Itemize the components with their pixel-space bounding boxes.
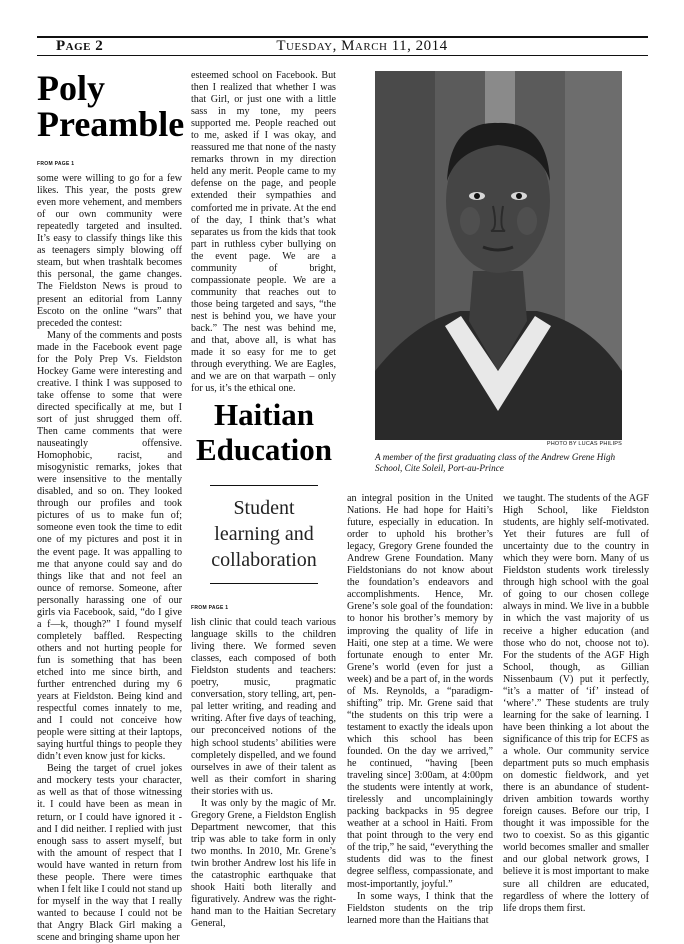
haitian-column-4 [503,493,649,928]
haitian-headline-line1: Haitian [214,397,314,432]
poly-paragraph: Being the target of cruel jokes and mockery tests your character, as well as that of those witnessing it. I could have been as mean in return, or I could have ignored it - and I did neither. I replied with just enough sass to assert myself, but with the amount of respect that I would have wanted in return from these people. There were times when I felt like I could not stand up for myself in the way that I really wanted to because I could not be that Angry Black Girl making a scene and bringing shame upon her [37,763,182,943]
poly-column-1 [37,158,182,943]
haitian-column-2 [191,602,336,928]
haitian-from-page-label: FROM PAGE 1 [191,605,229,611]
haitian-paragraph: lish clinic that could teach various language skills to the children living there. We formed seven classes, each composed of both Fieldston students and teachers: poetry, music, pragmatic conversation, story telling, art, pen-pal letter writing, and reading and writing. After five days of teaching, our preconceived notions of the high school students’ abilities were completely dispelled, and we found ourselves in awe of their talent as well as their comfort in sharing their stories with us. [191,617,336,797]
haitian-subhead [194,495,334,573]
poly-from-page-label: FROM PAGE 1 [37,161,75,167]
haitian-paragraph: we taught. The students of the AGF High School, like Fieldston students, are highly self-motivated. Yet their futures are full of uncertainty due to the country in which they were born. Many of us Fieldston students work tirelessly through high school with the goal of going to our chosen college always in mind. We live in a bubble in which the vast majority of us receive a higher education (and those who do not, choose not to). For the students of the AGF High School, though, as Gillian Nissenbaum (V) put it perfectly, “it’s a matter of ‘if’ instead of ‘where’.” These students are truly learning for the sake of learning. I have been thinking a lot about the significance of this trip for ECFS as a whole. Our community service department puts so much emphasis on domestic fieldwork, and yet there is an abundance of student-driven ambition towards worthy foreign causes. Before our trip, I thought it was impossible for the two to coexist. So as this gigantic world becomes smaller and smaller and our global network grows, I believe it is most important to make sure all children are educated, regardless of where the lottery of life drops them first. [503,493,649,914]
haitian-paragraph: In some ways, I think that the Fieldston students on the trip learned more than the Haitians that [347,890,493,926]
issue-date: Tuesday, March 11, 2014 [276,38,448,54]
subhead-line1: Student [233,497,295,519]
poly-headline-line1: Poly [37,68,105,108]
subhead-line2: learning and [214,523,314,545]
poly-column-2 [191,70,336,395]
page-number: Page 2 [56,38,104,54]
portrait-illustration [375,71,622,440]
haitian-headline-line2: Education [195,431,333,467]
portrait-photo [375,71,622,440]
haitian-paragraph: an integral position in the United Nations. He had hope for Haiti’s future, especially in education. In order to uphold his brother’s legacy, Gregory Grene founded the Andrew Grene Foundation. Many Fieldstonians do not know about the foundation’s endeavors and accomplishments. Hence, Mr. Grene’s sole goal of the foundation: to honor his brother’s memory by improving the quality of life in Haiti, one step at a time. We were fortunate enough to enter Mr. Grene’s world (even for just a week) and be a part of, in the words of Ms. Reynolds, a “paradigm-shifting” trip. Mr. Grene said that “the students on this trip were a testament to exactly the ideals upon which this school has been founded. On the day we arrived,” he continued, “having [been traveling since] 3:00am, at 4:00pm the students were intently at work, tirelessly and uncomplainingly packing backpacks in 95 degree weather at a school in Haiti. From that point through to the very end of the trip,” he said, “everything the students did was to the finest degree selfless, compassionate, and most-importantly, joyful.” [347,493,493,890]
subhead-top-rule [210,485,318,486]
poly-headline-line2: Preamble [37,104,185,144]
poly-headline [37,70,187,142]
haitian-headline [188,398,340,467]
subhead-line3: collaboration [211,549,317,571]
haitian-column-3 [347,493,493,928]
poly-paragraph: some were willing to go for a few likes. This year, the posts grew even more vehement, and members of our own community were repeatedly targeted and insulted. It’s easy to classify things like this as teenagers simply blowing off steam, but when trashtalk becomes this personal, the game changes. The Fieldston News is proud to present an editorial from Lanny Escoto on the online “wars” that preceded the contest: [37,173,182,329]
photo-caption: A member of the first graduating class of the Andrew Grene High School, Cite Soleil, Port-au-Prince [375,452,616,473]
subhead-bottom-rule [210,583,318,584]
haitian-paragraph: It was only by the magic of Mr. Gregory Grene, a Fieldston English Department newcomer, that this trip was able to take form in only two months. In 2010, Mr. Grene’s twin brother Andrew lost his life in the catastrophic earthquake that shook Haiti both literally and figuratively. Andrew was the right-hand man to the Haitian Secretary General, [191,797,336,930]
photo-credit: PHOTO BY LUCAS PHILIPS [546,441,622,447]
header-bottom-rule [37,55,648,56]
poly-paragraph: esteemed school on Facebook. But then I realized that whether I was that Girl, or just one with a little sass in my tone, my peers supported me. People reached out to me, asked if I was okay, and reassured me that none of the nasty remarks thrown in my direction held any merit. People came to my defense on the page, and people extended their sympathies and comforted me in private. At the end of the day, I think that’s what separates us from the kids that took part in ruthless cyber bullying on the event page. We are a community of bright, compassionate people. We are a community that reaches out to those being targeted and says, “the nest is behind you, we have your back.” The nest was behind me, and that, above all, is what has made it so easy for me to get through everything. We are Eagles, and we are on that warpath – only for us, it’s the ethical one. [191,70,336,395]
poly-paragraph: Many of the comments and posts made in the Facebook event page for the Poly Prep Vs. Fieldston Hockey Game were interesting and creative. I think I was supposed to take offense to some that were directed specifically at me, but I sort of just shrugged them off. Then came comments that were nauseatingly offensive. Homophobic, racist, and misogynistic remarks, jokes that were insensitive to the mentally disabled, and so on. They looked through our profiles and took pictures of us to make fun of; someone even took the time to edit one of my pictures and post it in the event page. It was appalling to me that anyone could say and do things like that and not feel an ounce of remorse. Someone, after personally harassing one of our girls via Facebook, said, “do I give a f—k, though?” I found myself completely baffled. Respecting others and not hurting people for fun is something that has been etched into me since birth, and further entrenched during my 6 years at Fieldston. Being kind and respectful comes innately to me, and I could not conceive how people were sitting at their laptops, saying hurtful things to people they didn’t even know just for kicks. [37,329,182,763]
